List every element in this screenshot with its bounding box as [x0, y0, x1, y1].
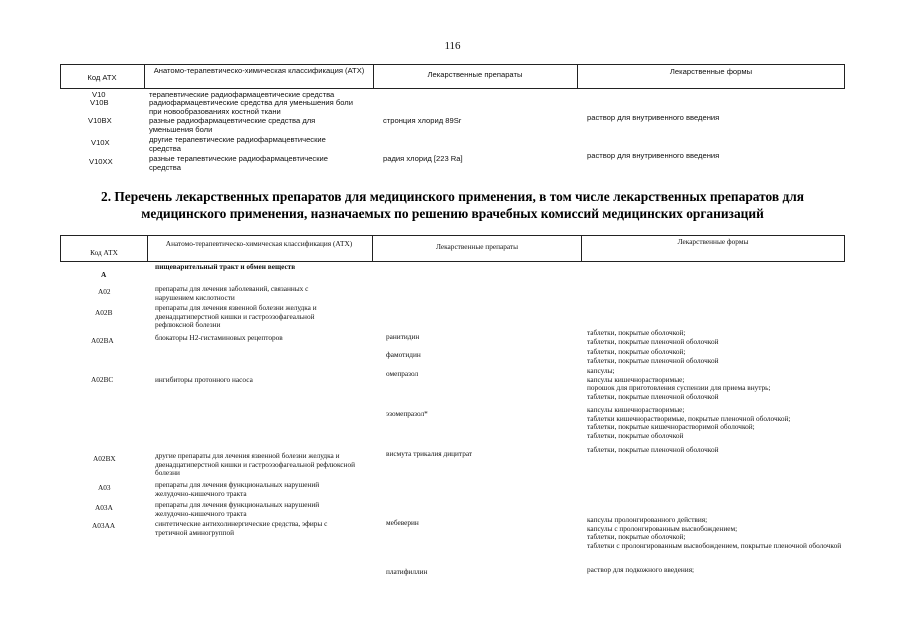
table-1-col-divider	[577, 64, 578, 88]
table-2-form: таблетки, покрытые оболочкой; таблетки, покрытые пленочной оболочкой	[587, 347, 719, 365]
table-2-drug: мебеверин	[386, 518, 419, 527]
table-1-code: V10XX	[89, 157, 113, 166]
table-2-form: капсулы; капсулы кишечнорастворимые; порошок для приготовления суспензии для приема внутрь; таблетки, покрытые пленочной оболочкой	[587, 366, 771, 401]
table-1-code: V10X	[91, 138, 110, 147]
table-1-col-divider	[844, 64, 845, 88]
table-1-col-divider	[60, 64, 61, 88]
section-title: 2. Перечень лекарственных препаратов для медицинского применения, в том числе лекарственных препаратов для медицинского применения, назначаемых по решению врачебных комиссий медицинских организаций	[101, 189, 804, 221]
table-1-form: раствор для внутривенного введения	[587, 113, 720, 122]
table-2-class: другие препараты для лечения язвенной болезни желудка и двенадцатиперстной кишки и гастроэзофагеальной рефлюксной болезни	[155, 451, 356, 477]
table-2-col-divider	[372, 235, 373, 261]
table-2-header-forms: Лекарственные формы	[677, 237, 749, 246]
table-2-class: синтетические антихолинергические средства, эфиры с третичной аминогруппой	[155, 519, 328, 537]
table-1-class: терапевтические радиофармацевтические средства	[149, 90, 335, 99]
table-1-form: раствор для внутривенного введения	[587, 151, 720, 160]
table-2-drug: ранитидин	[386, 332, 420, 341]
table-1-header-drugs: Лекарственные препараты	[427, 70, 523, 79]
table-1-header-forms: Лекарственные формы	[669, 67, 753, 76]
table-2-form: таблетки, покрытые оболочкой; таблетки, покрытые пленочной оболочкой	[587, 328, 719, 346]
table-1-header-bottom-border	[60, 88, 845, 89]
table-1-code: V10B	[90, 98, 109, 107]
table-1-drug: радия хлорид [223 Ra]	[383, 154, 463, 163]
table-2-class: препараты для лечения язвенной болезни желудка и двенадцатиперстной кишки и гастроэзофагеальной рефлюксной болезни	[155, 303, 317, 329]
table-2-col-divider	[844, 235, 845, 261]
table-2-form: раствор для подкожного введения;	[587, 565, 695, 574]
table-2-col-divider	[581, 235, 582, 261]
table-2-col-divider	[60, 235, 61, 261]
table-2-class: препараты для лечения заболеваний, связанных с нарушением кислотности	[155, 284, 309, 302]
table-1-class: разные терапевтические радиофармацевтические средства	[149, 154, 329, 172]
table-2-header-code: Код АТХ	[90, 248, 118, 257]
table-1-header-classification: Анатомо-терапевтическо-химическая классификация (АТХ)	[153, 66, 365, 75]
table-1-col-divider	[373, 64, 374, 88]
table-2-code: A02	[98, 287, 111, 296]
table-2-form: капсулы пролонгированного действия; капсулы с пролонгированным высвобождением; таблетки, покрытые оболочкой; таблетки с пролонгированным высвобождением, покрытые пленочной оболочкой	[587, 515, 842, 550]
table-2-code: A02BC	[91, 375, 114, 384]
table-2-drug: омепразол	[386, 369, 419, 378]
table-2-code: A03	[98, 483, 111, 492]
table-2-code: A02B	[95, 308, 113, 317]
page-number: 116	[444, 40, 461, 52]
table-2-class: препараты для лечения функциональных нарушений желудочно-кишечного тракта	[155, 500, 320, 518]
table-2-class: препараты для лечения функциональных нарушений желудочно-кишечного тракта	[155, 480, 320, 498]
table-1-code: V10BX	[88, 116, 112, 125]
table-2-code: A	[101, 270, 107, 279]
table-2-drug: висмута трикалия дицитрат	[386, 449, 473, 458]
table-2-top-border	[60, 235, 845, 236]
table-2-col-divider	[147, 235, 148, 261]
table-1-class: разные радиофармацевтические средства для уменьшения боли	[149, 116, 316, 134]
table-2-drug: фамотидин	[386, 350, 421, 359]
table-2-header-classification: Анатомо-терапевтическо-химическая классификация (АТХ)	[165, 239, 353, 248]
table-1-top-border	[60, 64, 845, 65]
table-2-code: A02BA	[91, 336, 114, 345]
table-2-form: таблетки, покрытые пленочной оболочкой	[587, 445, 719, 454]
table-2-header-drugs: Лекарственные препараты	[435, 242, 519, 251]
table-2-drug: эзомепразол*	[386, 409, 428, 418]
table-2-class: пищеварительный тракт и обмен веществ	[155, 262, 296, 271]
table-1-class: другие терапевтические радиофармацевтические средства	[149, 135, 326, 153]
table-1-class: радиофармацевтические средства для уменьшения боли при новообразованиях костной ткани	[149, 98, 353, 116]
table-1-header-code: Код АТХ	[87, 73, 117, 82]
table-2-drug: платифиллин	[386, 567, 428, 576]
table-1-code: V10	[92, 90, 106, 99]
table-2-class: ингибиторы протонного насоса	[155, 375, 253, 384]
table-2-code: A03AA	[92, 521, 116, 530]
table-2-class: блокаторы Н2-гистаминовых рецепторов	[155, 333, 283, 342]
table-1-drug: стронция хлорид 89Sr	[383, 116, 462, 125]
table-2-form: капсулы кишечнорастворимые; таблетки кишечнорастворимые, покрытые пленочной оболочкой; таблетки, покрытые кишечнорастворимой оболочкой; таблетки, покрытые оболочкой	[587, 405, 791, 440]
table-2-code: A03A	[95, 503, 113, 512]
table-1-col-divider	[144, 64, 145, 88]
table-2-code: A02BX	[93, 454, 116, 463]
